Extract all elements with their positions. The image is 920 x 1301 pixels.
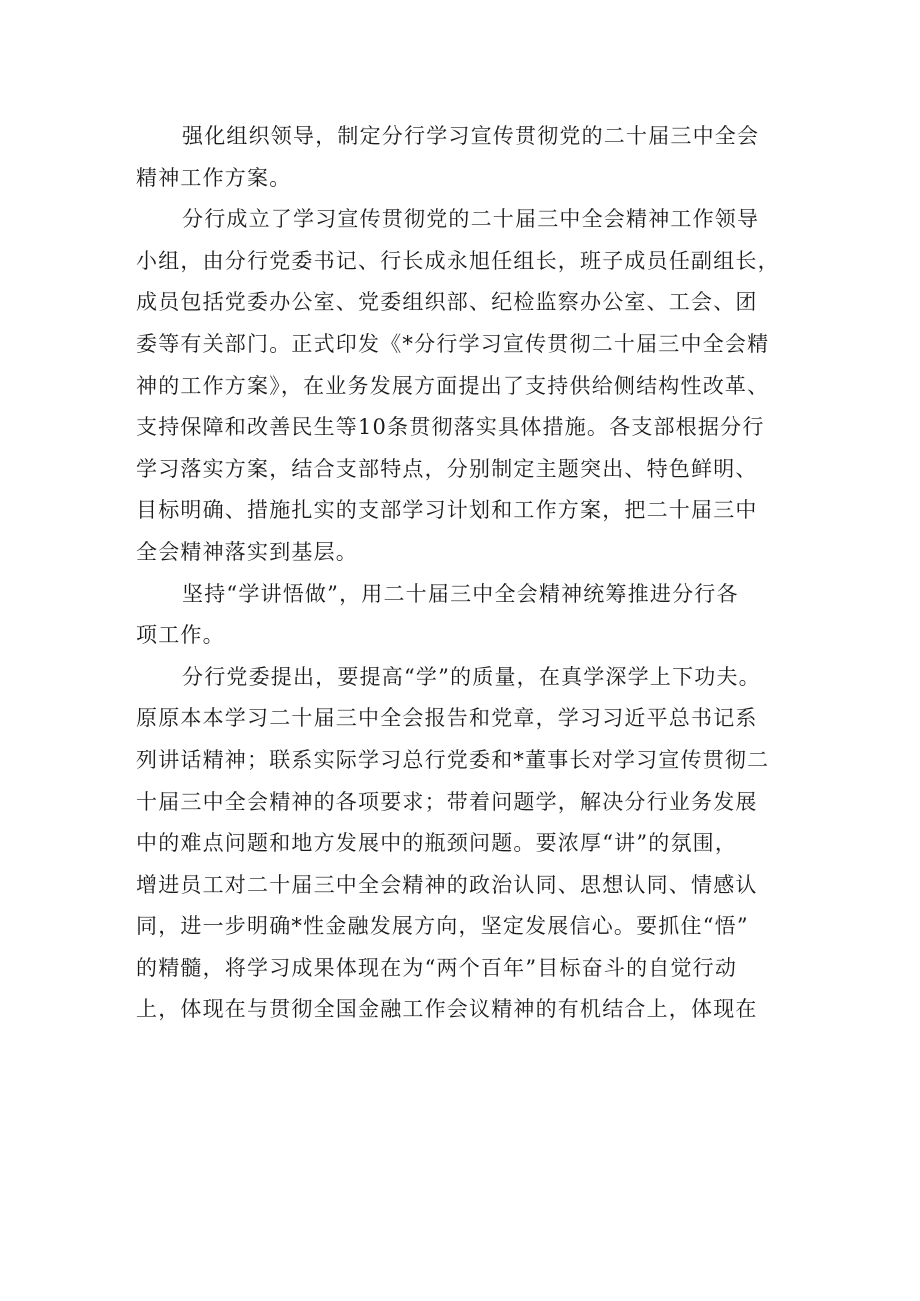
paragraph-line: 十届三中全会精神的各项要求；带着问题学，解决分行业务发展 [136, 789, 758, 814]
paragraph-line: 项工作。 [136, 623, 225, 648]
paragraph-line: 神的工作方案》，在业务发展方面提出了支持供给侧结构性改革、 [136, 373, 770, 398]
paragraph-1 [136, 116, 786, 199]
paragraph-line: 原原本本学习二十届三中全会报告和党章，学习习近平总书记系 [136, 706, 758, 731]
paragraph-4 [136, 657, 786, 1031]
paragraph-line: 支持保障和改善民生等10条贯彻落实具体措施。各支部根据分行 [136, 415, 765, 440]
paragraph-line: 分行党委提出，要提高“学”的质量，在真学深学上下功夫。 [182, 664, 761, 689]
paragraph-line: 同，进一步明确*性金融发展方向，坚定发展信心。要抓住“悟” [136, 914, 749, 939]
paragraph-line: 分行成立了学习宣传贯彻党的二十届三中全会精神工作领导 [182, 207, 760, 232]
paragraph-line: 中的难点问题和地方发展中的瓶颈问题。要浓厚“讲”的氛围， [136, 831, 738, 856]
document-body [136, 116, 786, 1031]
paragraph-line: 全会精神落实到基层。 [136, 539, 358, 564]
paragraph-line: 强化组织领导，制定分行学习宣传贯彻党的二十届三中全会 [182, 124, 760, 148]
paragraph-2 [136, 199, 786, 573]
paragraph-line: 坚持“学讲悟做”，用二十届三中全会精神统筹推进分行各 [182, 581, 739, 606]
paragraph-line: 学习落实方案，结合支部特点，分别制定主题突出、特色鲜明、 [136, 456, 758, 481]
paragraph-3 [136, 574, 786, 657]
paragraph-line: 精神工作方案。 [136, 165, 292, 190]
paragraph-line: 目标明确、措施扎实的支部学习计划和工作方案，把二十届三中 [136, 498, 758, 523]
paragraph-line: 小组，由分行党委书记、行长成永旭任组长，班子成员任副组长， [136, 248, 780, 273]
paragraph-line: 委等有关部门。正式印发《*分行学习宣传贯彻二十届三中全会精 [136, 331, 770, 356]
paragraph-line: 的精髓，将学习成果体现在为“两个百年”目标奋斗的自觉行动 [136, 955, 738, 980]
paragraph-line: 成员包括党委办公室、党委组织部、纪检监察办公室、工会、团 [136, 290, 758, 315]
paragraph-line: 列讲话精神；联系实际学习总行党委和*董事长对学习宣传贯彻二 [136, 747, 770, 772]
paragraph-line: 增进员工对二十届三中全会精神的政治认同、思想认同、情感认 [136, 872, 758, 897]
paragraph-line: 上，体现在与贯彻全国金融工作会议精神的有机结合上，体现在 [136, 997, 758, 1022]
